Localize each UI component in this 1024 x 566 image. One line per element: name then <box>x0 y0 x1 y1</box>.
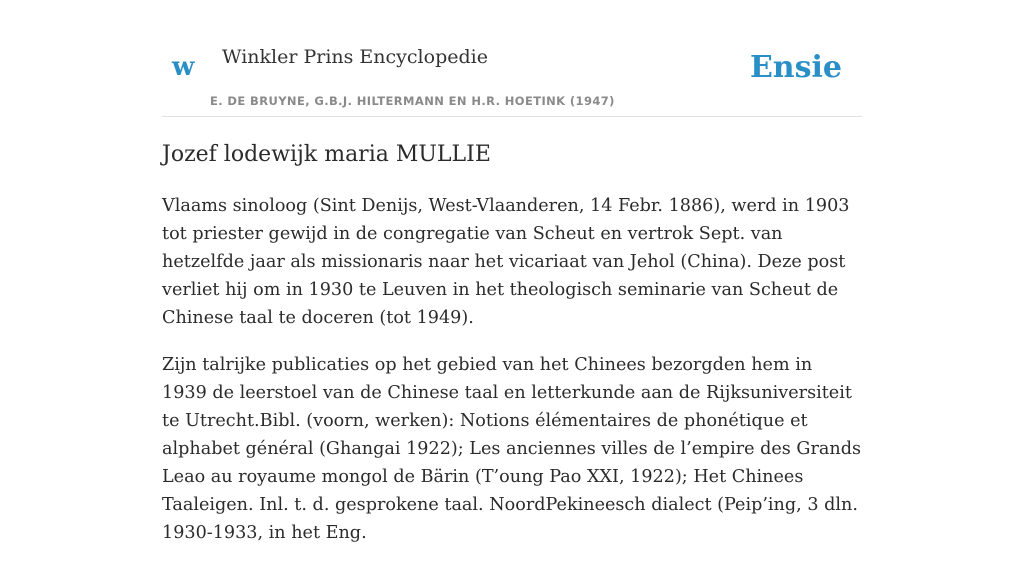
article-paragraph-2: Zijn talrijke publicaties op het gebied van het Chinees bezorgden hem in 1939 de leerstoel van de Chinese taal en letterkunde aan de Rijksuniversiteit te Utrecht.Bibl. (voorn, werken): Notions élémentaires de phonétique et alphabet général (Ghangai 1922); Les anciennes villes de l’empire des Grands Leao au royaume mongol de Bärin (T’oung Pao XXI, 1922); Het Chinees Taaleigen. Inl. t. d. gesprokene taal. NoordPekineesch dialect (Peip’ing, 3 dln. 1930-1933, in het Eng. <box>162 355 862 543</box>
publication-authors: E. DE BRUYNE, G.B.J. HILTERMANN EN H.R. HOETINK (1947) <box>210 94 615 108</box>
brand-logo[interactable]: Ensie <box>749 50 842 85</box>
publication-logo-icon[interactable]: w <box>172 52 195 82</box>
article-title: Jozef lodewijk maria MULLIE <box>162 142 491 167</box>
article-paragraph-1: Vlaams sinoloog (Sint Denijs, West-Vlaanderen, 14 Febr. 1886), werd in 1903 tot priester gewijd in de congregatie van Scheut en vertrok Sept. van hetzelfde jaar als missionaris naar het vicariaat van Jehol (China). Deze post verliet hij om in 1930 te Leuven in het theologisch seminarie van Scheut de Chinese taal te doceren (tot 1949). <box>162 196 850 328</box>
publication-title[interactable]: Winkler Prins Encyclopedie <box>222 46 488 68</box>
article-body <box>162 138 862 566</box>
site-header <box>162 0 862 117</box>
